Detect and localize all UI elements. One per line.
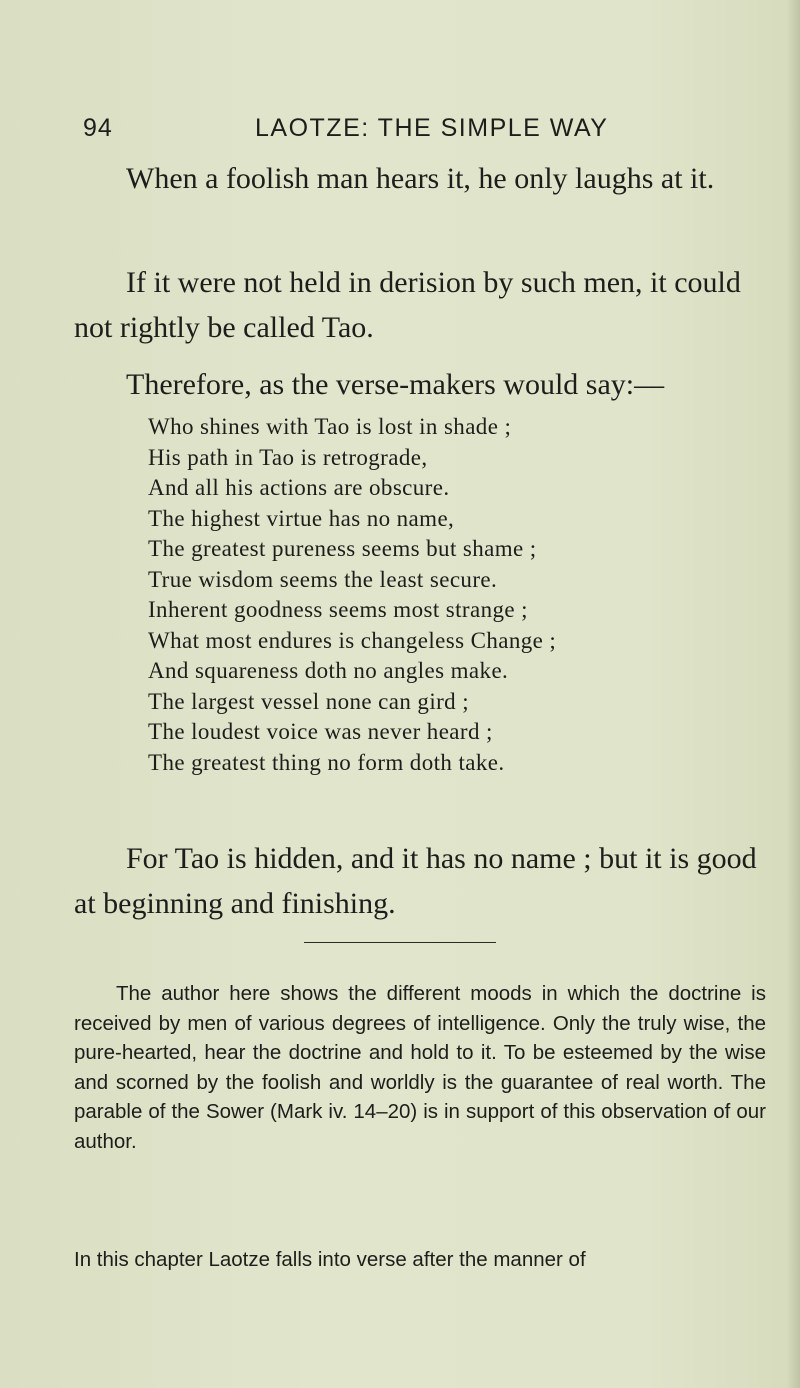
verse-line: His path in Tao is retrograde, (148, 444, 428, 470)
verse-line: The greatest pureness seems but shame ; (148, 536, 537, 561)
commentary-note-continued: In this chapter Laotze falls into verse after the manner of (74, 1248, 586, 1271)
paragraph-foolish-man: When a foolish man hears it, he only laughs at it. (126, 162, 715, 195)
verse-line: Inherent goodness seems most strange ; (148, 597, 528, 622)
verse-line: Who shines with Tao is lost in shade ; (148, 414, 512, 439)
verse-line: The highest virtue has no name, (148, 505, 455, 531)
page-edge-shadow (786, 0, 800, 1388)
verse-block (148, 412, 768, 778)
verse-line: What most endures is changeless Change ; (148, 627, 557, 653)
verse-line: The greatest thing no form doth take. (148, 749, 505, 775)
running-head: LAOTZE: THE SIMPLE WAY (255, 114, 609, 142)
commentary-note: The author here shows the different moods in which the doctrine is received by men of various degrees of intelligence. Only the truly wise, the pure-hearted, hear the doctrine and hold to it. To be esteemed by the wise and scorned by the foolish and worldly is the guarantee of real worth. The parable of the Sower (Mark iv. 14–20) is in support of this observation of our author. (74, 982, 766, 1153)
verse-line: True wisdom seems the least secure. (148, 566, 498, 592)
verse-line: The largest vessel none can gird ; (148, 688, 470, 714)
page-number: 94 (83, 114, 113, 142)
paragraph-tao-hidden: For Tao is hidden, and it has no name ; but it is good at beginning and finishing. (74, 842, 757, 920)
verse-line: And all his actions are obscure. (148, 475, 450, 500)
page-header (83, 114, 763, 146)
verse-line: The loudest voice was never heard ; (148, 719, 493, 744)
verse-line: And squareness doth no angles make. (148, 658, 509, 683)
paragraph-derision: If it were not held in derision by such men, it could not rightly be called Tao. (74, 266, 741, 344)
section-divider (304, 942, 496, 943)
paragraph-verse-intro: Therefore, as the verse-makers would say:— (126, 368, 665, 401)
